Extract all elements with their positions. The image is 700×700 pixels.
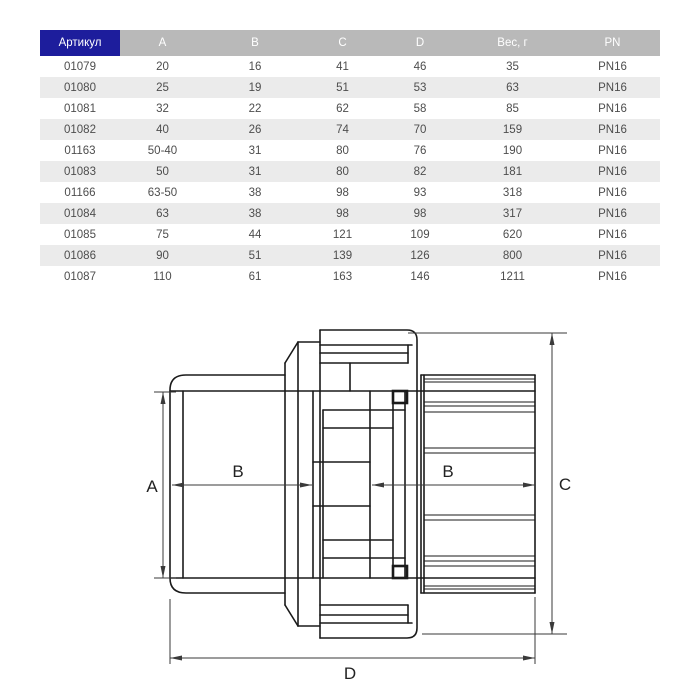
table-cell: 44 bbox=[248, 228, 262, 241]
table-cell: 01163 bbox=[64, 144, 96, 157]
table-cell: 38 bbox=[248, 186, 262, 199]
table-cell: 146 bbox=[410, 270, 430, 283]
table-cell: PN16 bbox=[598, 102, 627, 115]
table-cell: 01084 bbox=[64, 207, 96, 220]
table-row bbox=[40, 245, 660, 266]
table-cell: 40 bbox=[156, 123, 169, 136]
table-cell: 63 bbox=[506, 81, 519, 94]
table-cell: 01080 bbox=[64, 81, 96, 94]
dim-b-left-label: B bbox=[232, 462, 244, 481]
header-cell-a: A bbox=[120, 30, 205, 56]
table-cell: PN16 bbox=[598, 123, 627, 136]
dimensions-table-wrap bbox=[40, 30, 660, 287]
dim-b-right bbox=[372, 462, 535, 488]
table-cell: PN16 bbox=[598, 60, 627, 73]
table-cell: 82 bbox=[413, 165, 427, 178]
header-cell-article: Артикул bbox=[40, 30, 120, 56]
table-cell: PN16 bbox=[598, 186, 627, 199]
table-cell: 25 bbox=[156, 81, 169, 94]
table-cell: 98 bbox=[413, 207, 427, 220]
table-cell: 01086 bbox=[64, 249, 96, 262]
table-cell: 80 bbox=[336, 165, 349, 178]
table-cell: 01079 bbox=[64, 60, 96, 73]
table-cell: PN16 bbox=[598, 249, 627, 262]
table-cell: 98 bbox=[336, 207, 349, 220]
table-cell: PN16 bbox=[598, 165, 627, 178]
table-cell: 50 bbox=[156, 165, 169, 178]
threaded-nut bbox=[421, 375, 535, 593]
table-cell: 58 bbox=[413, 102, 427, 115]
left-socket bbox=[170, 375, 535, 593]
table-cell: 159 bbox=[502, 123, 523, 136]
table-cell: 01087 bbox=[64, 270, 96, 283]
dim-b-right-label: B bbox=[442, 462, 454, 481]
table-row bbox=[40, 161, 660, 182]
inner-mechanism bbox=[313, 363, 407, 578]
table-cell: 98 bbox=[336, 186, 349, 199]
dim-a bbox=[146, 392, 176, 578]
dim-a-label: A bbox=[146, 477, 158, 496]
table-cell: 22 bbox=[248, 102, 262, 115]
table-cell: 317 bbox=[502, 207, 523, 220]
table-cell: 51 bbox=[248, 249, 262, 262]
table-cell: PN16 bbox=[598, 144, 627, 157]
table-cell: 80 bbox=[336, 144, 349, 157]
table-row bbox=[40, 140, 660, 161]
table-cell: 139 bbox=[332, 249, 353, 262]
table-row bbox=[40, 203, 660, 224]
table-cell: PN16 bbox=[598, 81, 627, 94]
fitting-diagram bbox=[0, 300, 700, 700]
table-cell: 163 bbox=[332, 270, 353, 283]
table-cell: PN16 bbox=[598, 228, 627, 241]
table-cell: 53 bbox=[413, 81, 427, 94]
table-cell: 46 bbox=[413, 60, 427, 73]
table-cell: 85 bbox=[506, 102, 519, 115]
table-cell: 90 bbox=[156, 249, 169, 262]
header-cell-c: C bbox=[305, 30, 380, 56]
dim-d bbox=[170, 597, 535, 683]
table-cell: 01081 bbox=[64, 102, 96, 115]
table-cell: 61 bbox=[248, 270, 262, 283]
table-cell: 110 bbox=[153, 270, 172, 283]
table-body bbox=[40, 56, 660, 287]
table-cell: 01082 bbox=[64, 123, 96, 136]
table-cell: 800 bbox=[502, 249, 523, 262]
table-cell: 93 bbox=[413, 186, 427, 199]
table-cell: 318 bbox=[502, 186, 523, 199]
dim-d-label: D bbox=[343, 664, 357, 683]
table-cell: PN16 bbox=[598, 270, 627, 283]
table-cell: 76 bbox=[413, 144, 427, 157]
header-cell-вес-г: Вес, г bbox=[460, 30, 565, 56]
table-cell: 41 bbox=[336, 60, 349, 73]
table-cell: 31 bbox=[248, 144, 262, 157]
table-row bbox=[40, 77, 660, 98]
table-cell: 01166 bbox=[64, 186, 96, 199]
table-cell: 70 bbox=[413, 123, 427, 136]
table-cell: 50-40 bbox=[147, 144, 178, 157]
table-header-row bbox=[40, 30, 660, 56]
dim-b-left bbox=[172, 462, 312, 488]
table-cell: 181 bbox=[502, 165, 523, 178]
table-cell: 31 bbox=[248, 165, 262, 178]
table-cell: 620 bbox=[502, 228, 523, 241]
table-cell: 121 bbox=[332, 228, 353, 241]
table-cell: 62 bbox=[336, 102, 349, 115]
dim-c-label: C bbox=[558, 475, 572, 494]
dimensions-table bbox=[40, 30, 660, 287]
table-cell: 26 bbox=[248, 123, 262, 136]
table-cell: 35 bbox=[506, 60, 519, 73]
table-cell: 63-50 bbox=[147, 186, 178, 199]
table-cell: 38 bbox=[248, 207, 262, 220]
table-row bbox=[40, 56, 660, 77]
table-row bbox=[40, 98, 660, 119]
table-cell: 75 bbox=[156, 228, 169, 241]
table-cell: 190 bbox=[502, 144, 523, 157]
table-row bbox=[40, 119, 660, 140]
table-cell: PN16 bbox=[598, 207, 627, 220]
table-row bbox=[40, 182, 660, 203]
table-cell: 01085 bbox=[64, 228, 96, 241]
table-row bbox=[40, 224, 660, 245]
table-cell: 19 bbox=[248, 81, 262, 94]
table-cell: 63 bbox=[156, 207, 169, 220]
table-cell: 109 bbox=[410, 228, 430, 241]
table-cell: 16 bbox=[248, 60, 262, 73]
table-cell: 32 bbox=[156, 102, 169, 115]
table-cell: 51 bbox=[336, 81, 349, 94]
table-row bbox=[40, 266, 660, 287]
table-cell: 1211 bbox=[500, 270, 525, 283]
table-cell: 20 bbox=[156, 60, 169, 73]
header-cell-d: D bbox=[380, 30, 460, 56]
table-cell: 01083 bbox=[64, 165, 96, 178]
header-cell-b: B bbox=[205, 30, 305, 56]
table-cell: 126 bbox=[410, 249, 430, 262]
table-cell: 74 bbox=[336, 123, 349, 136]
header-cell-pn: PN bbox=[565, 30, 660, 56]
